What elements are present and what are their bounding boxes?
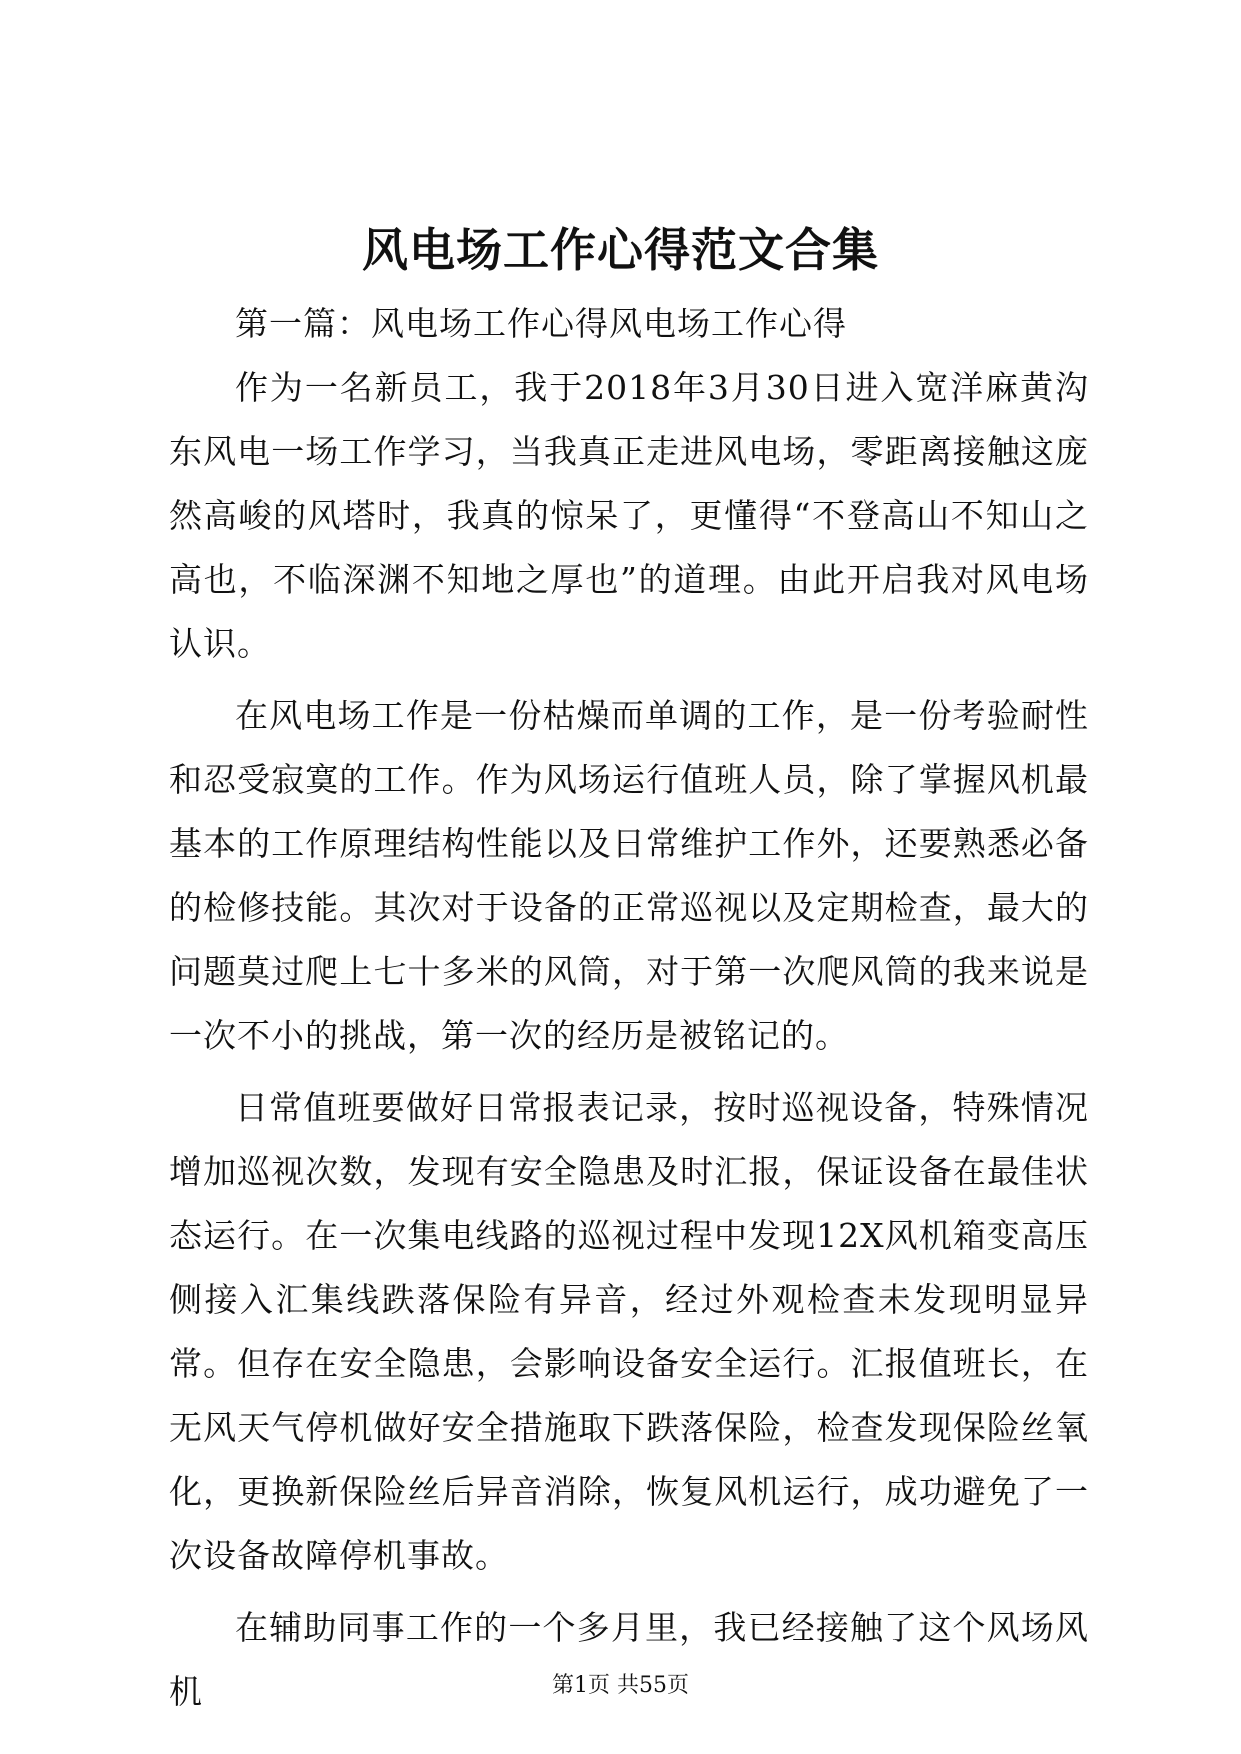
document-title: 风电场工作心得范文合集 — [362, 223, 879, 277]
document-body — [169, 292, 1089, 1724]
section-heading: 第一篇：风电场工作心得风电场工作心得 — [235, 304, 847, 343]
paragraph-2: 在风电场工作是一份枯燥而单调的工作，是一份考验耐性和忍受寂寞的工作。作为风场运行值班人员，除了掌握风机最基本的工作原理结构性能以及日常维护工作外，还要熟悉必备的检修技能。其次对于设备的正常巡视以及定期检查，最大的问题莫过爬上七十多米的风筒，对于第一次爬风筒的我来说是一次不小的挑战，第一次的经历是被铭记的。 — [169, 696, 1089, 1055]
page-footer: 第1页 共55页 — [552, 1673, 689, 1698]
paragraph-3: 日常值班要做好日常报表记录，按时巡视设备，特殊情况增加巡视次数，发现有安全隐患及时汇报，保证设备在最佳状态运行。在一次集电线路的巡视过程中发现12X风机箱变高压侧接入汇集线跌落保险有异音，经过外观检查未发现明显异常。但存在安全隐患，会影响设备安全运行。汇报值班长，在无风天气停机做好安全措施取下跌落保险，检查发现保险丝氧化，更换新保险丝后异音消除，恢复风机运行，成功避免了一次设备故障停机事故。 — [169, 1088, 1089, 1575]
paragraph-4: 在辅助同事工作的一个多月里，我已经接触了这个风场风机 — [169, 1608, 1089, 1711]
paragraph-1: 作为一名新员工，我于2018年3月30日进入宽洋麻黄沟东风电一场工作学习，当我真正走进风电场，零距离接触这庞然高峻的风塔时，我真的惊呆了，更懂得“不登高山不知山之高也，不临深渊不知地之厚也”的道理。由此开启我对风电场认识。 — [169, 368, 1089, 663]
